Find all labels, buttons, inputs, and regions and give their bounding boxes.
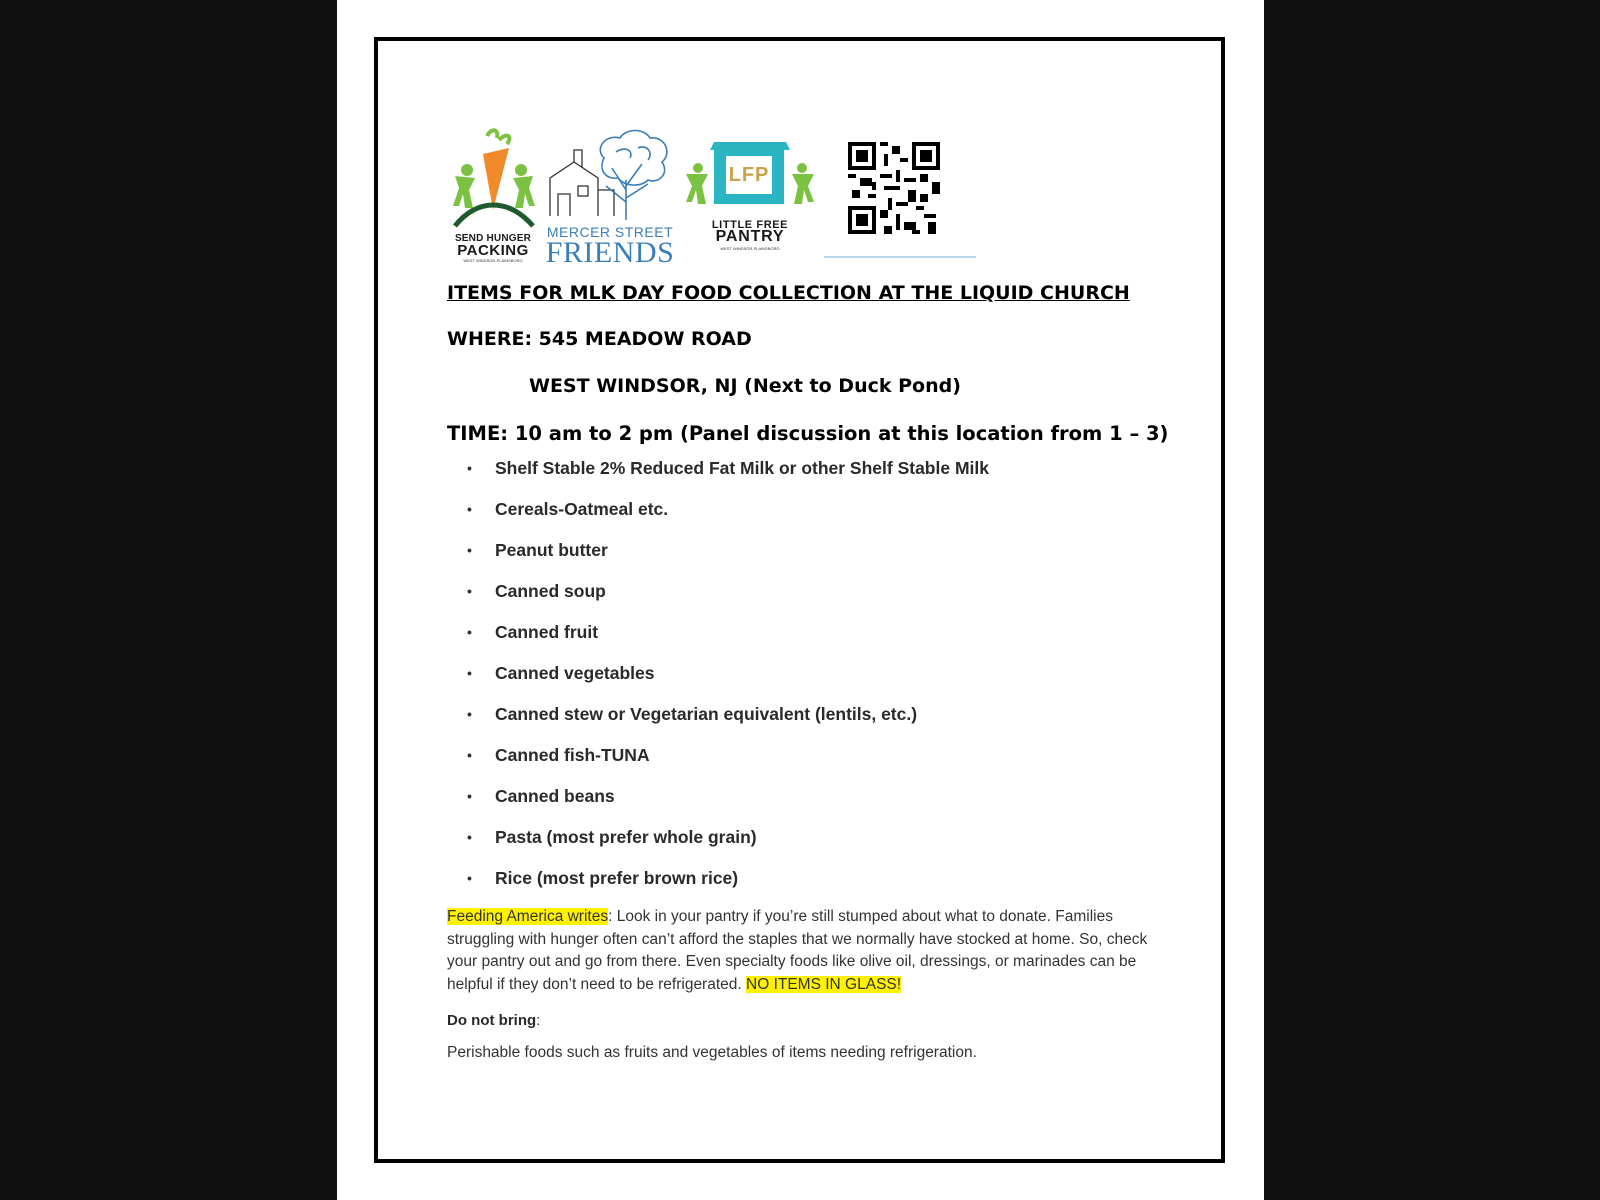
msf-logo-line1: MERCER STREET [546,224,674,240]
bullet-icon: • [467,747,472,763]
lfp-logo-line2: PANTRY [715,228,785,245]
where-line: WHERE: 545 MEADOW ROAD [447,328,752,350]
bullet-icon: • [467,870,472,886]
shp-logo-line2: PACKING [457,242,529,259]
do-not-bring-colon: : [536,1011,541,1029]
lfp-badge [714,148,784,204]
document-page [337,0,1264,1200]
bullet-icon: • [467,829,472,845]
qr-code [824,128,984,268]
item-label: Peanut butter [495,540,608,560]
bullet-icon: • [467,542,472,558]
feeding-america-note [447,906,1162,996]
list-item [447,662,1167,703]
item-label: Rice (most prefer brown rice) [495,868,739,888]
highlight-source: Feeding America writes [447,908,609,925]
bullet-icon: • [467,501,472,517]
qr-code-icon [848,142,940,234]
bullet-icon: • [467,460,472,476]
house-tree-icon [544,128,676,223]
shp-logo-line3: WEST WINDSOR-PLAINSBORO [463,258,523,263]
do-not-bring-label [447,1012,1167,1029]
list-item [447,703,1167,744]
time-line: TIME: 10 am to 2 pm (Panel discussion at this location from 1 – 3) [447,422,1169,445]
list-item [447,867,1167,908]
bullet-icon: • [467,665,472,681]
flyer-title: ITEMS FOR MLK DAY FOOD COLLECTION AT THE LIQUID CHURCH [447,282,1130,304]
shp-logo-line1: SEND HUNGER [454,233,532,244]
msf-logo-line2: FRIENDS [545,236,675,269]
list-item [447,457,1167,498]
list-item [447,744,1167,785]
bullet-icon: • [467,788,472,804]
do-not-bring-text: Perishable foods such as fruits and vegetables of items needing refrigeration. [447,1043,977,1061]
note-body: : Look in your pantry if you’re still stumped about what to donate. Families struggling with hunger often can’t afford the staples that we normally have stocked at home. So, check your pantry out and go from there. Even specialty foods like olive oil, dressings, or marinades can be helpful if they don’t need to be refrigerated. [447,908,1148,993]
items-list [447,457,1167,908]
bullet-icon: • [467,624,472,640]
mercer-street-friends-logo [544,128,676,268]
list-item [447,621,1167,662]
item-label: Cereals-Oatmeal etc. [495,499,669,519]
item-label: Canned soup [495,581,606,601]
item-label: Canned beans [495,786,615,806]
list-item [447,580,1167,621]
list-item [447,785,1167,826]
item-label: Shelf Stable 2% Reduced Fat Milk or other Shelf Stable Milk [495,458,989,478]
carrot-people-icon [447,128,539,233]
item-label: Pasta (most prefer whole grain) [495,827,757,847]
list-item [447,539,1167,580]
where-line-2: WEST WINDSOR, NJ (Next to Duck Pond) [529,375,961,397]
item-label: Canned stew or Vegetarian equivalent (lentils, etc.) [495,704,918,724]
list-item [447,498,1167,539]
send-hunger-packing-logo [447,128,539,268]
list-item [447,826,1167,867]
item-label: Canned fish-TUNA [495,745,650,765]
do-not-bring-heading: Do not bring [447,1011,537,1029]
bullet-icon: • [467,583,472,599]
qr-underline [824,256,976,258]
flyer-content [447,128,1167,1077]
logo-row [447,128,1167,268]
bullet-icon: • [467,706,472,722]
highlight-warning: NO ITEMS IN GLASS! [746,975,902,993]
lfp-badge-text: LFP [726,156,772,194]
item-label: Canned vegetables [495,663,655,683]
lfp-logo-line3: WEST WINDSOR-PLAINSBORO [720,246,780,251]
little-free-pantry-logo [684,128,816,268]
item-label: Canned fruit [495,622,599,642]
lfp-logo-line1: LITTLE FREE [711,219,789,231]
